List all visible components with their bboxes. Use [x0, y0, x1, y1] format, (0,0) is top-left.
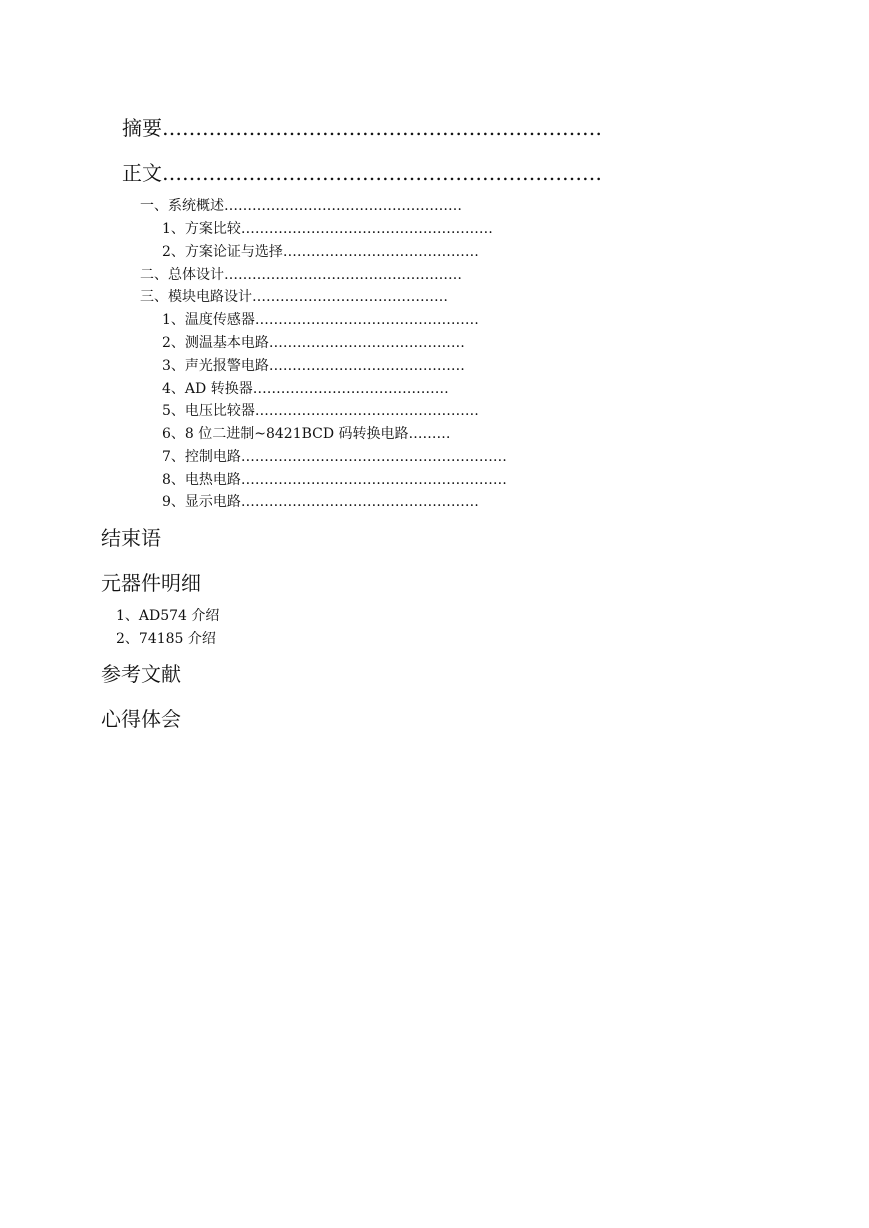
toc-entry-system-overview: 一、系统概述……………………………………………: [140, 198, 462, 214]
toc-entry-scheme-comparison: 1、方案比较………………………………………………: [162, 221, 493, 237]
toc-entry-ad-converter: 4、AD 转换器……………………………………: [162, 381, 449, 397]
toc-entry-abstract: 摘要…………………………………………………………: [122, 116, 602, 140]
toc-entry-alarm-circuit: 3、声光报警电路……………………………………: [162, 358, 465, 374]
toc-entry-bcd-converter: 6、8 位二进制~8421BCD 码转换电路………: [162, 426, 451, 442]
toc-entry-voltage-comparator: 5、电压比较器…………………………………………: [162, 403, 479, 419]
toc-entry-control-circuit: 7、控制电路…………………………………………………: [162, 449, 507, 465]
toc-entry-references: 参考文献: [101, 662, 181, 686]
toc-entry-reflection: 心得体会: [101, 707, 181, 731]
toc-entry-components: 元器件明细: [101, 571, 201, 595]
toc-entry-module-design: 三、模块电路设计……………………………………: [140, 289, 448, 305]
toc-entry-heating-circuit: 8、电热电路…………………………………………………: [162, 472, 507, 488]
toc-entry-body: 正文…………………………………………………………: [122, 161, 602, 185]
toc-entry-temp-sensor: 1、温度传感器…………………………………………: [162, 312, 479, 328]
toc-entry-temp-circuit: 2、测温基本电路……………………………………: [162, 335, 465, 351]
toc-entry-display-circuit: 9、显示电路……………………………………………: [162, 494, 479, 510]
toc-entry-74185: 2、74185 介绍: [116, 631, 216, 647]
toc-entry-overall-design: 二、总体设计……………………………………………: [140, 267, 462, 283]
toc-entry-ad574: 1、AD574 介绍: [116, 608, 220, 624]
toc-entry-conclusion: 结束语: [101, 526, 161, 550]
toc-entry-scheme-selection: 2、方案论证与选择……………………………………: [162, 244, 479, 260]
